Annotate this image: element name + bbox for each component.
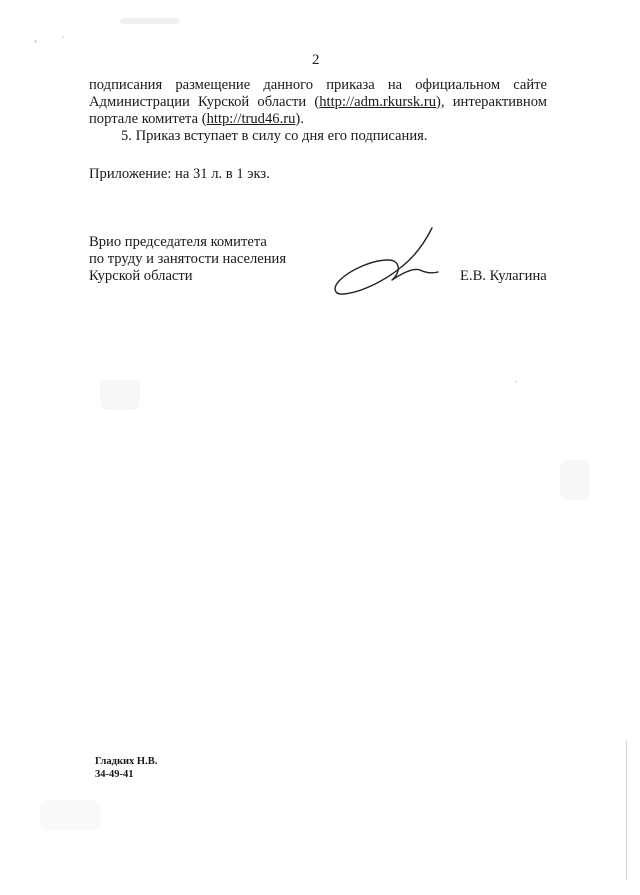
scan-speckle: [40, 800, 100, 830]
signatory-title-line-2: по труду и занятости населения: [89, 251, 287, 267]
scan-speckle: [560, 460, 590, 500]
signatory-title: [89, 234, 286, 285]
scan-speckle: [120, 18, 180, 24]
paragraph-line-3: [89, 111, 547, 128]
handwritten-signature: [330, 222, 450, 302]
appendix-note: Приложение: на 31 л. в 1 экз.: [89, 166, 270, 182]
scan-speckle: [100, 380, 140, 410]
executor-name: Гладких Н.В.: [95, 756, 158, 767]
signatory-title-line-1: Врио председателя комитета: [89, 234, 267, 250]
scan-speckle: [515, 381, 517, 383]
scan-speckle: [62, 36, 64, 38]
executor-info: [95, 755, 157, 781]
page-number: 2: [312, 52, 320, 68]
main-paragraph: [89, 77, 547, 145]
scan-speckle: [34, 40, 37, 43]
paragraph-line-1: подписания размещение данного приказа на официальном сайте: [89, 77, 547, 93]
scan-artifact-right-edge: [626, 740, 627, 880]
paragraph-line-3-text-start: портале комитета (: [89, 111, 207, 127]
paragraph-line-3-text-end: ).: [295, 111, 304, 127]
paragraph-line-2-text-start: Администрации Курской области (: [89, 94, 320, 110]
admin-site-link[interactable]: http://adm.rkursk.ru: [319, 94, 436, 110]
committee-portal-link[interactable]: http://trud46.ru: [206, 111, 296, 127]
executor-phone: 34-49-41: [95, 769, 134, 780]
paragraph-line-2-text-end: ), интерактивном: [436, 94, 547, 110]
paragraph-item-5: 5. Приказ вступает в силу со дня его подписания.: [121, 128, 428, 144]
paragraph-line-2: [89, 94, 547, 111]
signatory-name: Е.В. Кулагина: [460, 268, 547, 284]
signatory-title-line-3: Курской области: [89, 268, 193, 284]
